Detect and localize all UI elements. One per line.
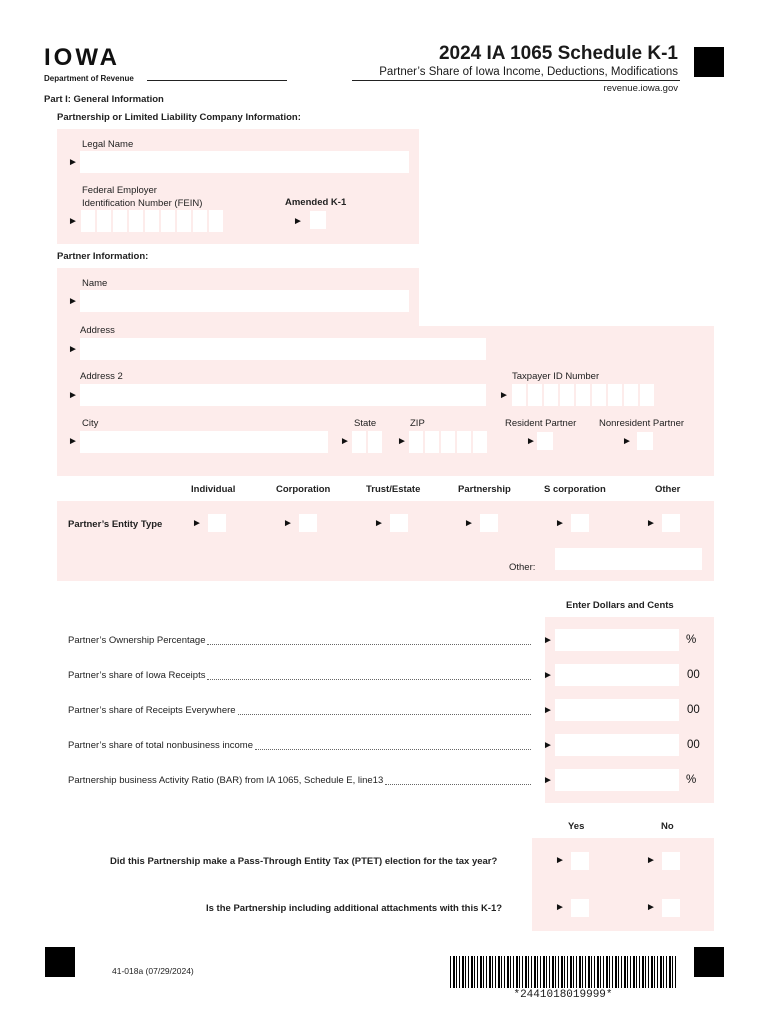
taxpayer-id-digit-box[interactable] bbox=[560, 384, 574, 406]
fein-digit-box[interactable] bbox=[161, 210, 175, 232]
resident-partner-label: Resident Partner bbox=[505, 418, 577, 429]
fein-digit-box[interactable] bbox=[97, 210, 111, 232]
ptet-question: Did this Partnership make a Pass-Through Entity Tax (PTET) election for the tax year? bbox=[110, 856, 498, 867]
form-number: 41-018a (07/29/2024) bbox=[112, 966, 194, 976]
taxpayer-id-digit-box[interactable] bbox=[544, 384, 558, 406]
fein-arrow-icon: ► bbox=[68, 216, 78, 227]
corporation-checkbox[interactable] bbox=[299, 514, 317, 532]
amount-input[interactable] bbox=[555, 769, 679, 791]
trust-arrow-icon: ► bbox=[374, 518, 384, 529]
legal-name-arrow-icon: ► bbox=[68, 157, 78, 168]
nonresident-partner-checkbox[interactable] bbox=[637, 432, 653, 450]
amount-row-label: Partner’s share of total nonbusiness income bbox=[68, 740, 254, 751]
partner-name-input[interactable] bbox=[80, 290, 409, 312]
fein-digit-box[interactable] bbox=[81, 210, 95, 232]
address-label: Address bbox=[80, 325, 115, 336]
fein-digit-box[interactable] bbox=[129, 210, 143, 232]
address-arrow-icon: ► bbox=[68, 344, 78, 355]
resident-partner-checkbox[interactable] bbox=[537, 432, 553, 450]
amount-row-label: Partner’s Ownership Percentage bbox=[68, 635, 206, 646]
state-arrow-icon: ► bbox=[340, 436, 350, 447]
cents-suffix: 00 bbox=[687, 669, 700, 681]
entity-type-individual-label: Individual bbox=[191, 484, 236, 495]
zip-digit-box[interactable] bbox=[441, 431, 455, 453]
amended-k1-label: Amended K-1 bbox=[285, 197, 347, 208]
individual-checkbox[interactable] bbox=[208, 514, 226, 532]
logo-text: IOWA bbox=[44, 44, 120, 71]
no-column-label: No bbox=[661, 821, 674, 832]
attach-yes-arrow-icon: ► bbox=[555, 902, 565, 913]
percent-suffix: % bbox=[686, 774, 697, 786]
entity-type-scorp-label: S corporation bbox=[544, 484, 606, 495]
barcode bbox=[450, 956, 676, 988]
nonresident-arrow-icon: ► bbox=[622, 436, 632, 447]
city-label: City bbox=[82, 418, 99, 429]
name-label: Name bbox=[82, 278, 108, 289]
amount-input[interactable] bbox=[555, 664, 679, 686]
fein-label-line2: Identification Number (FEIN) bbox=[82, 198, 203, 209]
resident-arrow-icon: ► bbox=[526, 436, 536, 447]
zip-arrow-icon: ► bbox=[397, 436, 407, 447]
form-subtitle: Partner’s Share of Iowa Income, Deductions, Modifications bbox=[379, 66, 678, 78]
leader-dots bbox=[238, 714, 531, 715]
amount-row-label: Partner’s share of Receipts Everywhere bbox=[68, 705, 236, 716]
legal-name-input[interactable] bbox=[80, 151, 409, 173]
registration-marker-top-right bbox=[694, 47, 724, 77]
department-name: Department of Revenue bbox=[44, 74, 134, 83]
amount-arrow-icon: ► bbox=[543, 670, 553, 681]
state-label: State bbox=[354, 418, 377, 429]
amount-input[interactable] bbox=[555, 699, 679, 721]
entity-type-row-label: Partner’s Entity Type bbox=[68, 519, 163, 530]
fein-digit-box[interactable] bbox=[209, 210, 223, 232]
zip-digit-box[interactable] bbox=[409, 431, 423, 453]
entity-type-corporation-label: Corporation bbox=[276, 484, 331, 495]
partner-info-heading: Partner Information: bbox=[57, 251, 149, 262]
amended-arrow-icon: ► bbox=[293, 216, 303, 227]
amount-row-label: Partner’s share of Iowa Receipts bbox=[68, 670, 206, 681]
s-corporation-checkbox[interactable] bbox=[571, 514, 589, 532]
partnership-info-heading: Partnership or Limited Liability Company Information: bbox=[57, 112, 301, 123]
fein-label-line1: Federal Employer bbox=[82, 185, 157, 196]
other-specify-label: Other: bbox=[509, 562, 536, 573]
leader-dots bbox=[207, 644, 531, 645]
zip-digit-box[interactable] bbox=[457, 431, 471, 453]
amount-arrow-icon: ► bbox=[543, 635, 553, 646]
cents-suffix: 00 bbox=[687, 704, 700, 716]
amended-k1-checkbox[interactable] bbox=[310, 211, 326, 229]
name-arrow-icon: ► bbox=[68, 296, 78, 307]
department-underline bbox=[147, 80, 287, 81]
iowa-logo bbox=[44, 44, 120, 72]
barcode-text: *2441018019999* bbox=[513, 989, 613, 1001]
attachments-no-checkbox[interactable] bbox=[662, 899, 680, 917]
leader-dots bbox=[385, 784, 531, 785]
entity-type-other-label: Other bbox=[655, 484, 681, 495]
part1-heading: Part I: General Information bbox=[44, 94, 164, 105]
percent-suffix: % bbox=[686, 634, 697, 646]
zip-digit-box[interactable] bbox=[425, 431, 439, 453]
city-arrow-icon: ► bbox=[68, 436, 78, 447]
taxpayer-id-digit-box[interactable] bbox=[640, 384, 654, 406]
registration-marker-bottom-right bbox=[694, 947, 724, 977]
other-arrow-icon: ► bbox=[646, 518, 656, 529]
amount-arrow-icon: ► bbox=[543, 740, 553, 751]
fein-digit-box[interactable] bbox=[145, 210, 159, 232]
ptet-yes-checkbox[interactable] bbox=[571, 852, 589, 870]
legal-name-label: Legal Name bbox=[82, 139, 134, 150]
leader-dots bbox=[255, 749, 531, 750]
amount-row-label: Partnership business Activity Ratio (BAR) from IA 1065, Schedule E, line13 bbox=[68, 775, 384, 786]
questions-panel bbox=[532, 838, 714, 931]
taxpayer-id-digit-box[interactable] bbox=[512, 384, 526, 406]
attachments-question: Is the Partnership including additional attachments with this K-1? bbox=[206, 903, 503, 914]
attachments-yes-checkbox[interactable] bbox=[571, 899, 589, 917]
state-char-box[interactable] bbox=[368, 431, 382, 453]
fein-digit-box[interactable] bbox=[177, 210, 191, 232]
taxpayer-id-arrow-icon: ► bbox=[499, 390, 509, 401]
yes-column-label: Yes bbox=[568, 821, 585, 832]
address2-arrow-icon: ► bbox=[68, 390, 78, 401]
website: revenue.iowa.gov bbox=[603, 83, 678, 94]
entity-type-partnership-label: Partnership bbox=[458, 484, 511, 495]
subtitle-underline bbox=[352, 80, 680, 81]
cents-suffix: 00 bbox=[687, 739, 700, 751]
form-title: 2024 IA 1065 Schedule K-1 bbox=[438, 43, 678, 64]
ptet-no-arrow-icon: ► bbox=[646, 855, 656, 866]
entity-type-trust-label: Trust/Estate bbox=[366, 484, 421, 495]
partnership-arrow-icon: ► bbox=[464, 518, 474, 529]
taxpayer-id-digit-box[interactable] bbox=[624, 384, 638, 406]
amount-arrow-icon: ► bbox=[543, 775, 553, 786]
attach-no-arrow-icon: ► bbox=[646, 902, 656, 913]
zip-digit-box[interactable] bbox=[473, 431, 487, 453]
taxpayer-id-digit-box[interactable] bbox=[608, 384, 622, 406]
individual-arrow-icon: ► bbox=[192, 518, 202, 529]
zip-label: ZIP bbox=[410, 418, 425, 429]
state-char-box[interactable] bbox=[352, 431, 366, 453]
other-specify-input[interactable] bbox=[555, 548, 702, 570]
taxpayer-id-digit-box[interactable] bbox=[528, 384, 542, 406]
fein-digit-box[interactable] bbox=[193, 210, 207, 232]
scorp-arrow-icon: ► bbox=[555, 518, 565, 529]
taxpayer-id-label: Taxpayer ID Number bbox=[512, 371, 600, 382]
amount-arrow-icon: ► bbox=[543, 705, 553, 716]
taxpayer-id-digit-box[interactable] bbox=[592, 384, 606, 406]
amount-input[interactable] bbox=[555, 734, 679, 756]
ptet-yes-arrow-icon: ► bbox=[555, 855, 565, 866]
other-checkbox[interactable] bbox=[662, 514, 680, 532]
fein-digit-box[interactable] bbox=[113, 210, 127, 232]
amount-input[interactable] bbox=[555, 629, 679, 651]
leader-dots bbox=[207, 679, 531, 680]
taxpayer-id-digit-box[interactable] bbox=[576, 384, 590, 406]
trust-estate-checkbox[interactable] bbox=[390, 514, 408, 532]
corporation-arrow-icon: ► bbox=[283, 518, 293, 529]
partnership-checkbox[interactable] bbox=[480, 514, 498, 532]
address2-input[interactable] bbox=[80, 384, 486, 406]
city-input[interactable] bbox=[80, 431, 328, 453]
address-input[interactable] bbox=[80, 338, 486, 360]
dollars-cents-header: Enter Dollars and Cents bbox=[566, 600, 674, 611]
ptet-no-checkbox[interactable] bbox=[662, 852, 680, 870]
address2-label: Address 2 bbox=[80, 371, 123, 382]
registration-marker-bottom-left bbox=[45, 947, 75, 977]
nonresident-partner-label: Nonresident Partner bbox=[599, 418, 685, 429]
